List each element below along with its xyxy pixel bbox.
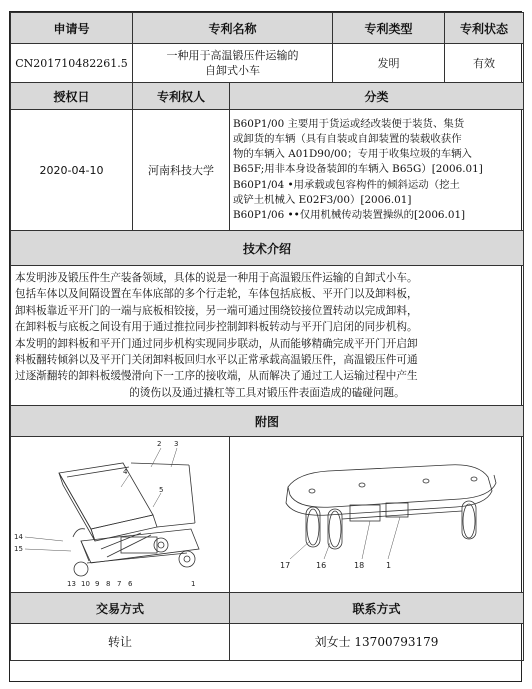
callout-label: 5: [159, 486, 164, 494]
callout-label: 1: [386, 561, 392, 570]
callout-label: 4: [123, 468, 128, 476]
trade-method-value: 转让: [11, 624, 230, 661]
app-no-value: CN201710482261.5: [11, 44, 133, 83]
callout-label: 14: [14, 533, 23, 541]
callout-label: 17: [280, 561, 291, 570]
callout-label: 2: [157, 440, 162, 448]
callout-label: 10: [81, 580, 90, 588]
callout-label: 6: [128, 580, 133, 588]
classification-line: B60P1/00 主要用于货运或经改装便于装货、集货: [233, 117, 465, 130]
classification-line: 或铲土机械入 E02F3/00）[2006.01]: [233, 193, 412, 206]
patent-name-value: [133, 44, 333, 83]
contact-label: 联系方式: [230, 593, 524, 624]
figure-right-cell: [230, 437, 524, 593]
intro-line: 卸料板靠近平开门的一端与底板相铰接，另一端可通过围绕铰接位置转动以完成卸料，: [15, 304, 418, 317]
classification-line: B60P1/06 ••仅用机械传动装置操纵的[2006.01]: [233, 209, 466, 221]
intro-line: 的烫伤以及通过撬杠等工具对锻压件表面造成的磕碰问题。: [129, 386, 405, 399]
cart-isometric-diagram: [230, 437, 520, 590]
patent-status-value: 有效: [445, 44, 524, 83]
intro-title: 技术介绍: [11, 231, 524, 266]
header-classification: 分类: [230, 83, 524, 110]
contact-value: 刘女士 13700793179: [230, 624, 524, 661]
callout-label: 1: [191, 580, 196, 588]
patentee-value: 河南科技大学: [133, 110, 230, 231]
header-app-no: 申请号: [11, 13, 133, 44]
trade-method-label: 交易方式: [11, 593, 230, 624]
classification-line: B65F;用非本身设备装卸的车辆入 B65G）[2006.01]: [233, 163, 483, 176]
intro-line: 包括车体以及间隔设置在车体底部的多个行走轮，车体包括底板、平开门以及卸料板，: [15, 288, 418, 301]
intro-line: 在卸料板与底板之间设有用于通过推拉同步控制卸料板转动与平开门启闭的同步机构。: [15, 321, 418, 334]
intro-line: 本发明的卸料板和平开门通过同步机构实现同步联动，从而能够精确完成平开门开启卸: [15, 337, 418, 350]
header-patent-name: 专利名称: [133, 13, 333, 44]
callout-label: 13: [67, 580, 76, 588]
header-patent-status: 专利状态: [445, 13, 524, 44]
header-grant-date: 授权日: [11, 83, 133, 110]
classification-value: [230, 110, 524, 231]
figure-title: 附图: [11, 406, 524, 437]
intro-body: [11, 266, 524, 406]
patent-info-sheet: [9, 11, 522, 682]
classification-line: 或卸货的车辆（具有自装或自卸装置的装载收获作: [233, 132, 462, 145]
tipping-cart-diagram: [11, 437, 221, 590]
patent-name-line1: 一种用于高温锻压件运输的: [166, 49, 299, 62]
patent-table: [10, 12, 524, 661]
figure-left-cell: [11, 437, 230, 593]
grant-date-value: 2020-04-10: [11, 110, 133, 231]
classification-line: 物的车辆入 A01D90/00；专用于收集垃圾的车辆入: [233, 148, 472, 161]
callout-label: 9: [95, 580, 100, 588]
callout-label: 16: [316, 561, 327, 570]
callout-label: 15: [14, 545, 23, 553]
callout-label: 3: [174, 440, 179, 448]
patent-type-value: 发明: [333, 44, 445, 83]
header-patent-type: 专利类型: [333, 13, 445, 44]
callout-label: 7: [117, 580, 122, 588]
intro-line: 本发明涉及锻压件生产装备领域，具体的说是一种用于高温锻压件运输的自卸式小车。: [15, 271, 418, 284]
intro-line: 过逐渐翻转的卸料板缓慢滑向下一工序的接收端，从而解决了通过工人运输过程中产生: [15, 370, 418, 383]
patent-name-line2: 自卸式小车: [205, 64, 260, 77]
callout-label: 8: [106, 580, 111, 588]
classification-line: B60P1/04 •用承载或包容构件的倾斜运动（挖土: [233, 178, 460, 191]
callout-label: 18: [354, 561, 365, 570]
intro-line: 料板翻转倾斜以及平开门关闭卸料板回归水平以正常承载高温锻压件，高温锻压件可通: [15, 353, 418, 366]
header-patentee: 专利权人: [133, 83, 230, 110]
